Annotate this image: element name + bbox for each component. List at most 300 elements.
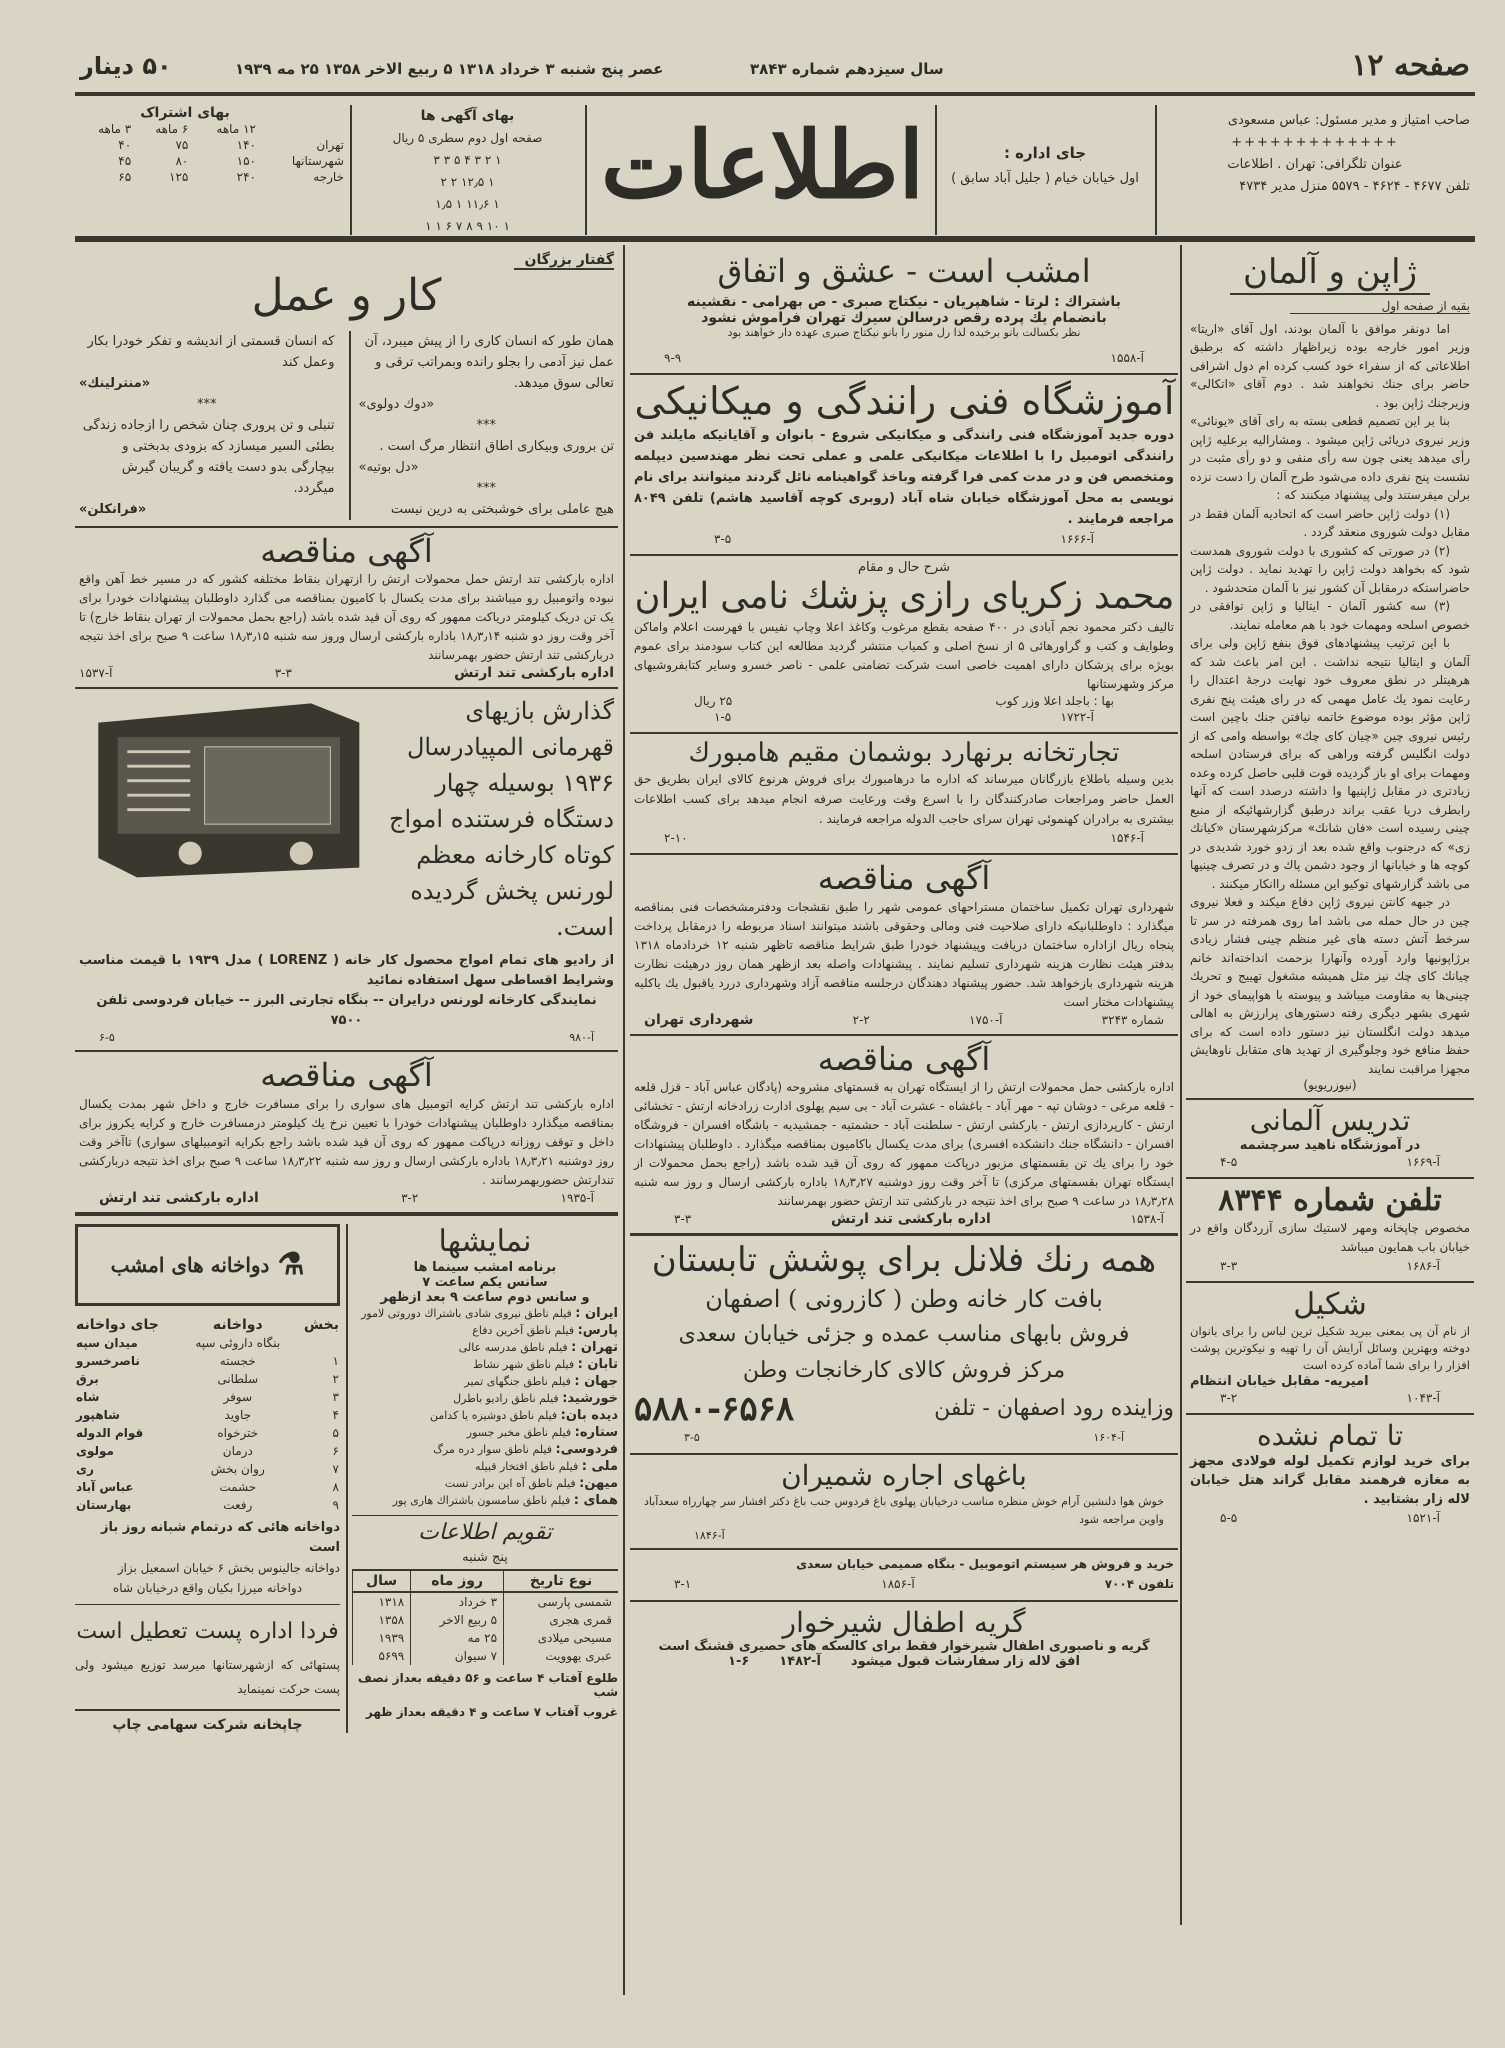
calendar-row <box>353 1629 619 1647</box>
subscription-table <box>75 121 345 185</box>
pharmacy-location: بهارستان <box>76 1497 132 1512</box>
ad-run: ۳-۳ <box>674 1212 692 1227</box>
pipes-footer <box>1190 1509 1470 1527</box>
quotes-kicker: گفتار بزرگان <box>514 252 614 270</box>
phone-title: تلفن شماره ۸۳۴۴ <box>1218 1182 1442 1218</box>
driving-school-footer <box>634 530 1174 548</box>
tender-ad-2 <box>75 1052 618 1215</box>
masthead-divider <box>350 105 352 235</box>
pharmacy-name: حشمت <box>219 1479 257 1494</box>
ad-code: آ-۱۵۳۸ <box>1130 1212 1164 1227</box>
allnight-title: دواخانه هائی که درتمام شبانه روز باز است <box>101 1519 340 1555</box>
radio-ad <box>75 689 618 1052</box>
phone-body: مخصوص چاپخانه ومهر لاستیك سازی آزردگان واقع در خیابان باب همایون میباشد <box>1190 1220 1470 1254</box>
quote: که انسان قسمتی از اندیشه و تفکر خودرا بکار وعمل کند <box>87 333 335 370</box>
pharmacy-location: مولوی <box>76 1443 114 1458</box>
ad-run: ۲-۱۰ <box>664 831 688 846</box>
calendar-year: ۱۳۵۸ <box>353 1611 411 1629</box>
film-title: فیلم ناطق سامسون باشتراك هاری پور <box>392 1493 571 1507</box>
cinema-name: تابان : <box>577 1356 618 1372</box>
cinemas-line: و سانس دوم ساعت ۹ بعد ازظهر <box>380 1289 590 1305</box>
allnight-item: دواخانه جالینوس بخش ۶ خیابان اسمعیل بزاز <box>117 1560 340 1575</box>
col-header: ۱۲ ماهه <box>216 122 256 136</box>
left-column <box>75 248 618 1733</box>
pharmacy-location: ناصرخسرو <box>76 1353 140 1368</box>
pipes-title: تا تمام نشده <box>1256 1418 1404 1452</box>
col-header: جای دواخانه <box>76 1316 159 1333</box>
cinema-name: فردوسی: <box>555 1441 618 1457</box>
radio-dealer: نمایندگی کارخانه لورنس درایران -- بنگاه تجارتی البرز -- خیابان فردوسی تلفن ۷۵۰۰ <box>96 993 597 1029</box>
cinemas-section <box>352 1224 618 1516</box>
cars-body: خرید و فروش هر سیستم اتوموبیل - بنگاه صمیمی خیابان سعدی <box>796 1556 1174 1571</box>
show-line: بانضمام یك پرده رقص درسالن سیرك تهران فراموش نشود <box>701 310 1107 327</box>
cinema-name: دیده بان: <box>560 1407 618 1423</box>
col-header: روز ماه <box>411 1570 504 1592</box>
cinema-item <box>352 1390 618 1407</box>
ad-code: آ-۱۵۵۸ <box>1110 351 1144 366</box>
cinema-calendar-column <box>346 1224 618 1733</box>
price: ۸۰ <box>175 154 189 168</box>
razi-body: تالیف دکتر محمود نجم آبادی در ۴۰۰ صفحه بقطع مرغوب وکاغذ اعلا وچاپ نفیس با فهرست اعلام واماکن وطوایف و کتب و گراورهائی ۵ از نسخ اصلی و کمیاب منتشر گردید مطالعه این کتاب سودمند برای عموم بویژه برای پزشکان دارای اهمیت خاصی است شرکت تضامنی علمی - ناصر خسرو وسایر کتابفروشیهای مرکز وشهرستانها <box>634 620 1175 692</box>
cinema-item <box>352 1373 618 1390</box>
calendar-day-month: ۷ سیوان <box>411 1647 504 1665</box>
calendar-row <box>353 1592 619 1611</box>
calendar-year: ۵۶۹۹ <box>353 1647 411 1665</box>
calendar-title: تقویم اطلاعات <box>418 1519 552 1545</box>
cinemas-line: سانس یکم ساعت ۷ <box>422 1274 548 1290</box>
radio-illustration <box>79 693 369 878</box>
calendar-type: شمسی پارسی <box>504 1592 618 1611</box>
allnight-item: دواخانه میرزا بکیان واقع درخیابان شاه <box>112 1580 303 1595</box>
post-notice <box>75 1605 340 1711</box>
owner: صاحب امتیاز و مدیر مسئول: عباس مسعودی <box>1227 113 1470 128</box>
shakil-title: شکیل <box>1293 1286 1367 1322</box>
garden-ad <box>630 1455 1178 1550</box>
article-paragraph: (۱) دولت ژاپن حاضر است که اتحادیه آلمان فقط در مقابل دولت شوروی منعقد گردد . <box>1190 506 1470 540</box>
ad-code: آ-۱۶۶۶ <box>1060 531 1094 546</box>
radio-body: از رادیو های تمام امواج محصول کار خانه ( LORENZ ) مدل ۱۹۳۹ با قیمت مناسب وشرایط اقساطی سهل استفاده نمائید <box>79 953 615 989</box>
district: ۳ <box>332 1389 339 1404</box>
pharmacy-location: عباس آباد <box>76 1479 134 1494</box>
pharmacy-name: درمان <box>222 1443 253 1458</box>
shakil-ad <box>1186 1283 1474 1415</box>
army-tender-ad <box>630 1036 1178 1236</box>
german-footer <box>1190 1153 1470 1171</box>
col-header: ۶ ماهه <box>155 122 189 136</box>
municipal-tender-body: شهرداری تهران تکمیل ساختمان مستراحهای عمومی شهر را طبق نقشجات ودفترمشخصات فنی بمناقصه میگذارد : داوطلبانیکه دارای صلاحیت فنی ومالی وحقوقی باشند میتوانند اسناد مربوطه را درمقابل پرداخت پنجاه ریال ازاداره ساختمان دریافت وپیشنهاد خودرا طبق شرایط مناقصه تاظهر شنبه ۱۲ خردادماه ۱۳۱۸ بدفتر هیئت نظارت هزینه شهرداری تسلیم نمایند . پیشنهادات واصله بعد ازظهر همان روز درهیئت نظارت هزینه شهرداری بازخواهد شد. حضور پیشنهاد دهندگان درجلسه مناقصه آزاد وشهرداری دررد یاقبول یك یاکلیه پیشنهادات مختار است <box>634 899 1174 1009</box>
pharmacy-location: برق <box>76 1371 99 1386</box>
post-title: فردا اداره پست تعطیل است <box>76 1618 339 1644</box>
ad-run: ۵-۵ <box>1220 1511 1238 1526</box>
film-title: فیلم ناطق نیروی شادی باشتراك دوروتی لامور <box>361 1306 572 1320</box>
radio-headline: گذارش بازیهای قهرمانی المپیادرسال ۱۹۳۶ بوسیله چهار دستگاه فرستنده امواج کوتاه کارخانه معظم لورنس پخش گردیده است. <box>389 697 614 942</box>
post-body: پستهائی که ازشهرستانها میرسد توزیع میشود ولی پست حرکت نمینماید <box>75 1657 340 1696</box>
razi-kicker: شرح حال و مقام <box>857 559 951 575</box>
ad-code: آ-۹۸۰ <box>569 1031 594 1045</box>
page-number: ۱۲ صفحه <box>1351 48 1470 83</box>
cinema-name: ملی : <box>581 1458 618 1474</box>
pharmacy-row <box>75 1406 340 1424</box>
cinema-item <box>352 1305 618 1322</box>
pharmacy-location: شاهپور <box>76 1407 120 1422</box>
flannel-line: فروش بابهای مناسب عمده و جزئی خیابان سعدی <box>678 1321 1130 1347</box>
shakil-body: از نام آن پی بمعنی ببرید شکیل ترین لباس را برای بانوان دوخته وبهترین وسائل آرایش آن را تهیه و نیکوترین پوشت افزار را برای شما آماده کرده است <box>1190 1323 1470 1372</box>
cinema-item <box>352 1492 618 1509</box>
region: خارجه <box>313 170 344 184</box>
pipes-ad <box>1186 1415 1474 1534</box>
quote: تنبلی و تن پروری چنان شخص را ازجاده زندگی بطئی السیر میسازد که بزودی بدبختی و بیچارگی بدو دست یافته و گریبان گیرش میگردد. <box>82 417 335 496</box>
cinema-name: خورشید: <box>562 1390 618 1406</box>
calendar-day-month: ۵ ربیع الاخر <box>411 1611 504 1629</box>
ad-run: ۶-۵ <box>99 1031 115 1045</box>
quote: هیچ عاملی برای خوشبختی به درین نیست <box>390 501 614 517</box>
pharmacy-banner <box>75 1224 340 1306</box>
ad-code: آ-۱۴۸۲ <box>779 1654 821 1670</box>
cinema-name: میهن: <box>579 1475 618 1491</box>
price: ۲۵ ریال <box>694 694 733 709</box>
district: ۹ <box>332 1497 339 1512</box>
subscription-title: بهای اشتراک <box>140 105 230 121</box>
article-paragraph: بنا بر این تصمیم قطعی بسته به رای آقای «یونائی» وزیر نیروی دریائی ژاپن میشود . ومشارالیه برعلیه ژاپن رأی میدهد یعنی چون سه رأی منفی و دو رأی مثبت در نشست پنج نفری داده می‌شود طرح آلمان را دست نزده برلن میفرستند ولی پیشنهاد میکنند که : <box>1190 414 1470 503</box>
price-label: بها : باجلد اعلا وزر کوب <box>995 694 1114 709</box>
ad-run: ۴-۵ <box>1220 1154 1238 1169</box>
masthead-rule <box>75 236 1475 242</box>
quotes-right-column <box>349 331 615 520</box>
german-title: تدریس آلمانی <box>1249 1104 1411 1138</box>
cinema-item <box>352 1458 618 1475</box>
ad-code: آ-۱۶۰۴ <box>1093 1430 1124 1444</box>
ad-code: آ-۱۵۳۷ <box>79 666 113 681</box>
separator: *** <box>476 480 496 496</box>
tender-footer <box>79 665 614 681</box>
phone-footer <box>1190 1257 1470 1275</box>
pharmacy-name: سلطانی <box>217 1371 259 1386</box>
calendar-section <box>352 1516 618 1719</box>
army-tender-body: اداره بارکشی حمل محمولات ارتش را از ایستگاه تهران به قسمتهای مشروحه (پادگان عباس آباد - قزل قلعه - قلعه مرغی - دوشان تپه - مهر آباد - باغشاه - عشرت آباد - بی سیم پهلوی ادارت زرادخانه ارتش - تخشائی ارتش - کارپردازی ارتش - بارکشی ارتش - سلطنت آباد - حشمتیه - جمشیدیه - باشگاه افسران - فروشگاه افسران - دانشگاه جنك دانشکده افسری) برای مدت یکسال باکامیون بمناقصه میگذارد . داوطلبان پیشنهادات خود را برای یك تن بقسمتهای مزبور درپاکت ممهور که روی آن قید شده باشد (راجع بحمل محمولات از ایستگاه تهران بقسمتهای مرکزی) تا آخر وقت روز دوشنبه ۱۸٫۳٫۲۷ باداره بارکشی ارسال و روز سه شنبه ۱۸٫۳٫۲۸ در ساعت ۹ صبح برای اخذ نتیجه در بارکشی تند ارتش حضور بهمرسانند <box>634 1080 1175 1209</box>
column-rule <box>1180 245 1182 1925</box>
ad-code: آ-۱۸۵۶ <box>881 1576 915 1591</box>
ad-prices-block <box>355 105 580 237</box>
tender-body: اداره بارکشی تند ارتش حمل محمولات ارتش را ازتهران بنقاط مختلفه کشور که در مسیر خط آهن واقع نبوده واتومبیل رو میباشند برای مدت یکسال با کامیون بمناقصه می گذارد داوطلبان پیشنهادات خودرا برای یک تن دریک کیلومتر دریاکت ممهور که روی آن قید شده باشد (راجع بحمل محمولات از تهران بنقاط خارج) تا آخر وقت روز دو شنبه ۱۸٫۳٫۱۴ باداره بارکشی ارسال وروز سه شنبه ۱۸٫۳٫۱۵ ساعت ۹ صبح برای اخذ نتیجه دربارکشی تند ارتش حضور بهمرسانند <box>79 572 614 663</box>
ad-run: ۱-۵ <box>714 710 732 725</box>
article-paragraph: در جبهه کانتن نیروی ژاپن دفاع میکند و فعلا نیروی چین در حال حمله می باشد اما روی همرفته در سر تا سرخط آتش دسته های غیر منظم چینی فشار زیادی برژاپونیها وارد آورده وآنهارا بزحمت انداخته‌اند خانم چیانك کای چك نیز مثل همیشه مشغول تهییج و تحریك چینی‌ها به مقاومت میباشد و پیوسته با هواپیمای خود از شهری بشهر دیگری رفته دستورهای پرارزش به اهالی میدهد دولت انگلستان نیز دستور داده است که برای حفظ منافع خود وجلوگیری از تهدید های متقابل ناوهایش مجهزا مراقبت نمایند <box>1190 895 1470 1076</box>
quote: همان طور که انسان کاری را از پیش میبرد، آن عمل نیز آدمی را بجلو رانده وبمراتب ترقی و تعالی سوق میدهد. <box>364 333 614 391</box>
signature: شهرداری تهران <box>644 1011 754 1028</box>
middle-column <box>630 248 1178 1675</box>
razi-book-ad <box>630 556 1178 734</box>
ad-run: ۹-۹ <box>664 351 682 366</box>
tender-title: آگهی مناقصه <box>260 1056 433 1095</box>
right-column <box>1186 248 1474 1533</box>
ad-prices-row: ۱ ۲ ۳ ۴ ۵ ۳ ۳ <box>433 153 502 167</box>
price: ۱۴۰ <box>236 138 256 152</box>
pharmacy-location: قوام الدوله <box>76 1425 144 1440</box>
flannel-title: همه رنك فلانل برای پوشش تابستان <box>651 1240 1157 1281</box>
ad-run: ۳-۲ <box>401 1190 419 1205</box>
baby-ad <box>630 1602 1178 1676</box>
municipal-tender-ad <box>630 855 1178 1035</box>
cinema-name: جهان : <box>574 1373 618 1389</box>
article-kicker: بقیه از صفحه اول <box>1290 299 1470 314</box>
ad-code: آ-۱۷۵۰ <box>969 1012 1003 1027</box>
film-title: فیلم ناطق افتخار قبیله <box>475 1459 579 1473</box>
quotes-left-column <box>79 331 335 520</box>
ad-code: آ-۱۰۴۳ <box>1406 1390 1440 1405</box>
cars-phone: تلفون ۷۰۰۴ <box>1104 1576 1174 1591</box>
article-source: (نیوزریویو) <box>1303 1078 1357 1093</box>
calendar-day-month: ۲۵ مه <box>411 1629 504 1647</box>
district: ۱ <box>332 1353 339 1368</box>
german-body: در آموزشگاه ناهید سرچشمه <box>1239 1137 1421 1153</box>
price: ۱۲۵ <box>169 170 189 184</box>
cinema-item <box>352 1424 618 1441</box>
calendar-type: مسیحی میلادی <box>504 1629 618 1647</box>
film-title: فیلم ناطق سوار دره مرگ <box>433 1442 552 1456</box>
quotes-title: کار و عمل <box>251 270 442 321</box>
cinema-item <box>352 1339 618 1356</box>
japan-germany-article <box>1186 248 1474 1100</box>
cinemas-line: برنامه امشب سینما ها <box>413 1259 557 1275</box>
office-block <box>940 140 1150 192</box>
sunrise: طلوع آفتاب ۴ ساعت و ۵۶ دقیقه بعداز نصف شب <box>357 1670 618 1699</box>
separator: *** <box>476 417 496 433</box>
issue-price: ۵۰ دینار <box>80 52 172 80</box>
allnight-pharmacies <box>75 1514 340 1605</box>
ad-run: ۳-۳ <box>274 666 292 681</box>
show-footer <box>634 349 1174 367</box>
pharmacy-location: میدان سپه <box>76 1335 138 1350</box>
pharmacy-section <box>75 1224 340 1514</box>
cinema-item <box>352 1441 618 1458</box>
divider: +++++++++++++ <box>1231 135 1399 150</box>
flannel-footer <box>634 1429 1174 1447</box>
pharmacy-row <box>75 1370 340 1388</box>
subscription-block <box>75 105 345 185</box>
calendar-year: ۱۹۳۹ <box>353 1629 411 1647</box>
ad-prices-subtitle: صفحه اول دوم سطری ۵ ریال <box>392 131 543 145</box>
film-title: فیلم ناطق شهر نشاط <box>473 1357 575 1371</box>
issue-number: سال سیزدهم شماره ۳۸۴۳ <box>750 60 944 78</box>
calendar-row <box>353 1647 619 1665</box>
issue-date: عصر پنج شنبه ۳ خرداد ۱۳۱۸ ۵ ربیع الاخر ۱۳۵۸ ۲۵ مه ۱۹۳۹ <box>235 60 664 78</box>
ad-run: ۱-۶ <box>728 1654 750 1670</box>
article-body <box>1190 320 1470 1079</box>
price: ۴۵ <box>118 154 132 168</box>
signature: اداره بارکشی تند ارتش <box>830 1211 991 1228</box>
cinema-item <box>352 1407 618 1424</box>
calendar-year: ۱۳۱۸ <box>353 1592 411 1611</box>
ad-code: آ-۱۵۴۶ <box>1110 831 1144 846</box>
razi-footer <box>634 708 1174 726</box>
baby-title: گریه اطفال شیرخوار <box>782 1605 1026 1639</box>
pharmacy-name: بنگاه داروئی سپه <box>195 1335 281 1350</box>
price: ۶۵ <box>118 170 132 184</box>
hamburg-footer <box>634 829 1174 847</box>
pharmacy-row <box>75 1424 340 1442</box>
film-title: فیلم ناطق رادیو باطرل <box>453 1391 559 1405</box>
cinemas-title: نمایشها <box>438 1223 532 1259</box>
col-header: سال <box>353 1570 411 1592</box>
pharmacist-icon: ⚗ <box>277 1247 305 1283</box>
film-title: فیلم ناطق مخبر جسور <box>466 1425 572 1439</box>
price: ۲۴۰ <box>236 170 256 184</box>
calendar-type: عبری یهوویت <box>504 1647 618 1665</box>
tender-footer <box>79 1190 614 1206</box>
ad-code: آ-۱۹۳۵ <box>560 1190 594 1205</box>
article-paragraph: (۲) در صورتی که کشوری با دولت شوروی همدست شود که بخواهد دولت ژاپن را تهدید نماید . دولت ژاپن حاضراستکه درمقابل آن کشور نیز با آلمان متحدشود . <box>1190 543 1470 595</box>
film-title: فیلم ناطق آه این برادر تست <box>444 1476 576 1490</box>
cinema-name: همای : <box>573 1492 618 1508</box>
pharmacy-name: خترخواه <box>217 1425 259 1440</box>
district: ۵ <box>332 1425 339 1440</box>
newspaper-logo: اطلاعات <box>600 111 925 219</box>
flannel-line: مرکز فروش کالای کارخانجات وطن <box>742 1357 1066 1383</box>
calendar-day-month: ۳ خرداد <box>411 1592 504 1611</box>
driving-school-title: آموزشگاه فنی رانندگی و میکانیکی <box>634 379 1174 424</box>
shakil-address: امیریه- مقابل خیابان انتظام <box>1190 1373 1369 1389</box>
baby-body: گریه و ناصبوری اطفال شیرخوار فقط برای کالسکه های حصیری قشنگ است <box>658 1639 1150 1655</box>
film-title: فیلم ناطق دوشیزه یا کدامن <box>429 1408 558 1422</box>
district: ۲ <box>332 1371 339 1386</box>
flannel-ad <box>630 1236 1178 1455</box>
phone-ad <box>1186 1179 1474 1283</box>
tender-ad-1 <box>75 528 618 689</box>
separator: *** <box>197 396 217 412</box>
garden-title: باغهای اجاره شمیران <box>781 1458 1027 1492</box>
baby-line: افق لاله زار سفارشات قبول میشود <box>850 1654 1080 1670</box>
pharmacy-row <box>75 1478 340 1496</box>
telegraph-address: عنوان تلگرافی: تهران . اطلاعات <box>1227 157 1403 172</box>
ad-code: آ-۱۸۴۶ <box>694 1528 725 1542</box>
hamburg-ad <box>630 734 1178 855</box>
calendar-row <box>353 1611 619 1629</box>
quote: تن بروری وبیکاری اطاق انتظار مرگ است . <box>379 438 614 454</box>
quote-author: «منترلینك» <box>79 375 151 391</box>
pharmacy-row <box>75 1334 340 1352</box>
district: ۸ <box>332 1479 339 1494</box>
driving-school-ad <box>630 375 1178 556</box>
price: ۱۵۰ <box>236 154 256 168</box>
army-tender-title: آگهی مناقصه <box>817 1039 991 1078</box>
tender-body: اداره بارکشی تند ارتش کرایه اتومبیل های سواری را برای مسافرت خارج و داخل شهر بمدت یکسال بمناقصه میگذارد داوطلبان پیشنهادات خودرا با تعیین نرخ یك کیلومتر درمسافرت خارج و کرایه یکروز برای داخل و توقف روزانه درپاکت ممهور که روی آن قید شده باشد راجع بکرایه اتومبیلهای سواری) تاآخر وقت روز دوشنبه ۱۸٫۳٫۲۱ باداره بارکشی ارسال و روز سه شنبه ۱۸٫۳٫۲۲ ساعت ۹ صبح برای اخذ نتیجه دربارکشی تندارتش حضوربهمرسانند . <box>79 1096 614 1187</box>
pharmacy-table <box>75 1316 340 1514</box>
ad-code: آ-۱۶۶۹ <box>1406 1154 1440 1169</box>
pharmacy-name: جاوید <box>224 1407 252 1422</box>
pharmacy-name: سوفر <box>223 1389 253 1404</box>
col-header: دواخانه <box>212 1316 263 1333</box>
pharmacy-row <box>75 1496 340 1514</box>
left-bottom-row <box>75 1224 618 1733</box>
district: ۴ <box>332 1407 339 1422</box>
price: ۷۵ <box>175 138 189 152</box>
pharmacy-post-column <box>75 1224 346 1733</box>
hamburg-body: بدین وسیله باطلاع بازرگانان میرساند که اداره ما درهامبورك برای فروش هرنوع کالای ایران بطریق حق العمل حاضر ومراجعات صادرکنندگان را با اسرع وقت ورعایت صرفه انجام میدهد برای کسب اطلاعات بیشتری به برادران کهنموئی تهران سرای حاجب الدوله مراجعه فرمایند . <box>634 772 1174 827</box>
district: ۶ <box>332 1443 339 1458</box>
cinema-name: پارس: <box>577 1322 618 1338</box>
cars-ad <box>630 1550 1178 1602</box>
flannel-phone: ۵۸۸۰-۶۵۶۸ <box>634 1388 795 1429</box>
district: ۷ <box>332 1461 339 1476</box>
article-paragraph: اما دونفر موافق با آلمان بودند، اول آقای «اریتا» وزیر امور خارجه بوده زیراظهار داشته که برطبق اطلاعاتی که از سفراء خود کسب کرده ام دول اشرافی حاضر برای جنك نخواهند شد . دوم آقای «اتکالی» وزیرجنك ژاپن بود . <box>1190 321 1470 410</box>
calendar-type: قمری هجری <box>504 1611 618 1629</box>
ad-code: آ-۱۷۲۲ <box>1060 710 1094 725</box>
cinema-name: تهران : <box>571 1339 618 1355</box>
region: تهران <box>316 138 344 152</box>
col-header: بخش <box>303 1316 339 1333</box>
pharmacy-row <box>75 1442 340 1460</box>
cinema-item <box>352 1322 618 1339</box>
municipal-tender-title: آگهی مناقصه <box>817 859 991 898</box>
tender-title: آگهی مناقصه <box>260 531 433 570</box>
cinema-list <box>352 1305 618 1509</box>
price: ۴۰ <box>118 138 132 152</box>
masthead-owner-block <box>1160 110 1470 235</box>
cinema-item <box>352 1356 618 1373</box>
pharmacy-row <box>75 1388 340 1406</box>
cinema-item <box>352 1475 618 1492</box>
quote-author: «دوك دولوی» <box>358 396 435 412</box>
office-address: اول خیابان خیام ( جلیل آباد سابق ) <box>951 171 1139 186</box>
col-header: ۳ ماهه <box>98 122 132 136</box>
column-rule <box>623 245 625 1995</box>
razi-title: محمد زکریای رازی پزشك نامی ایران <box>634 575 1174 617</box>
ad-prices-row: ۱ ۱۲٫۵ ۲ ۲ <box>440 175 495 189</box>
pharmacy-banner-text: دواخانه های امشب <box>110 1252 270 1277</box>
district <box>293 1334 340 1352</box>
quotes-section <box>75 248 618 528</box>
flannel-line: وزاینده رود اصفهان - تلفن <box>934 1396 1174 1422</box>
sunset: غروب آفتاب ۷ ساعت و ۴ دقیقه بعداز ظهر <box>365 1704 618 1719</box>
phones: تلفن ۴۶۷۷ - ۴۶۲۴ - ۵۵۷۹ منزل مدیر ۴۷۳۴ <box>1239 179 1470 194</box>
pharmacy-location: شاه <box>76 1389 100 1404</box>
driving-school-body: دوره جدید آموزشگاه فنی رانندگی و میکانیکی شروع - بانوان و آقایانیکه مایلند فن رانندگی اتومبیل را با اطلاعات میکانیکی علمی و عملی تحت نظر مهندسین دیپلمه ومتخصص فن و در مدت کمی فرا گرفته وباخذ گواهینامه نائل گردند میتوانند برای نام نویسی به محل آموزشگاه خیابان شاه آباد (روبری کوچه آقاسید هاشم) تلفن ۸۰۴۹ مراجعه فرمایند . <box>634 427 1174 527</box>
show-note: نظر بکسالت بانو برخیده لذا رل منور را بانو نیکتاج صبری عهده دار خواهند بود <box>727 326 1081 340</box>
article-title: ژاپن و آلمان <box>1230 252 1430 295</box>
show-ad <box>630 248 1178 375</box>
shakil-footer <box>1190 1389 1470 1407</box>
col-header: نوع تاریخ <box>504 1570 618 1592</box>
ad-prices-row: ۱ ۱۱٫۶ ۱ ۱٫۵ <box>435 197 500 211</box>
ad-run: ۳-۵ <box>714 531 732 546</box>
pharmacy-row <box>75 1460 340 1478</box>
pharmacy-name: خجسته <box>219 1353 256 1368</box>
quote-author: «دل بوتیه» <box>358 459 419 475</box>
signature: اداره بارکشی تند ارتش <box>454 665 614 682</box>
ad-run: ۳-۱ <box>674 1576 692 1591</box>
pipes-body: برای خرید لوازم تکمیل لوله فولادی مجهز به مغازه فرهمند مقابل گراند هتل خیابان لاله زار بشتابید . <box>1190 1454 1470 1508</box>
ad-run: ۲-۲ <box>852 1012 870 1027</box>
region: شهرستانها <box>291 154 344 168</box>
ad-run: ۳-۲ <box>1220 1390 1238 1405</box>
german-lessons-ad <box>1186 1100 1474 1179</box>
quote-author: «فرانکلن» <box>79 501 147 517</box>
ad-code: آ-۱۵۲۱ <box>1406 1511 1440 1526</box>
cinema-name: ایران : <box>575 1305 618 1321</box>
ad-code: آ-۱۶۸۶ <box>1406 1258 1440 1273</box>
printer-credit: چاپخانه شرکت سهامی چاپ <box>112 1716 303 1733</box>
pharmacy-location: ری <box>76 1461 94 1476</box>
notice-number: شماره ۳۲۴۳ <box>1101 1012 1164 1027</box>
flannel-line: بافت کار خانه وطن ( کازرونی ) اصفهان <box>705 1284 1103 1313</box>
ad-run: ۳-۳ <box>1220 1258 1238 1273</box>
masthead-divider <box>585 105 587 235</box>
cinema-name: ستاره: <box>574 1424 618 1440</box>
garden-body: خوش هوا دلنشین آرام خوش منظره مناسب درخیابان پهلوی باغ فردوس جنب باغ دکتر افشار سر چهارراه سعدآباد واوین مراجعه شود <box>644 1494 1164 1526</box>
masthead-divider <box>1155 105 1157 235</box>
hamburg-title: تجارتخانه برنهارد بوشمان مقیم هامبورك <box>688 738 1120 769</box>
film-title: فیلم ناطق آخرین دفاع <box>472 1323 575 1337</box>
pharmacy-name: روان بخش <box>210 1461 265 1476</box>
